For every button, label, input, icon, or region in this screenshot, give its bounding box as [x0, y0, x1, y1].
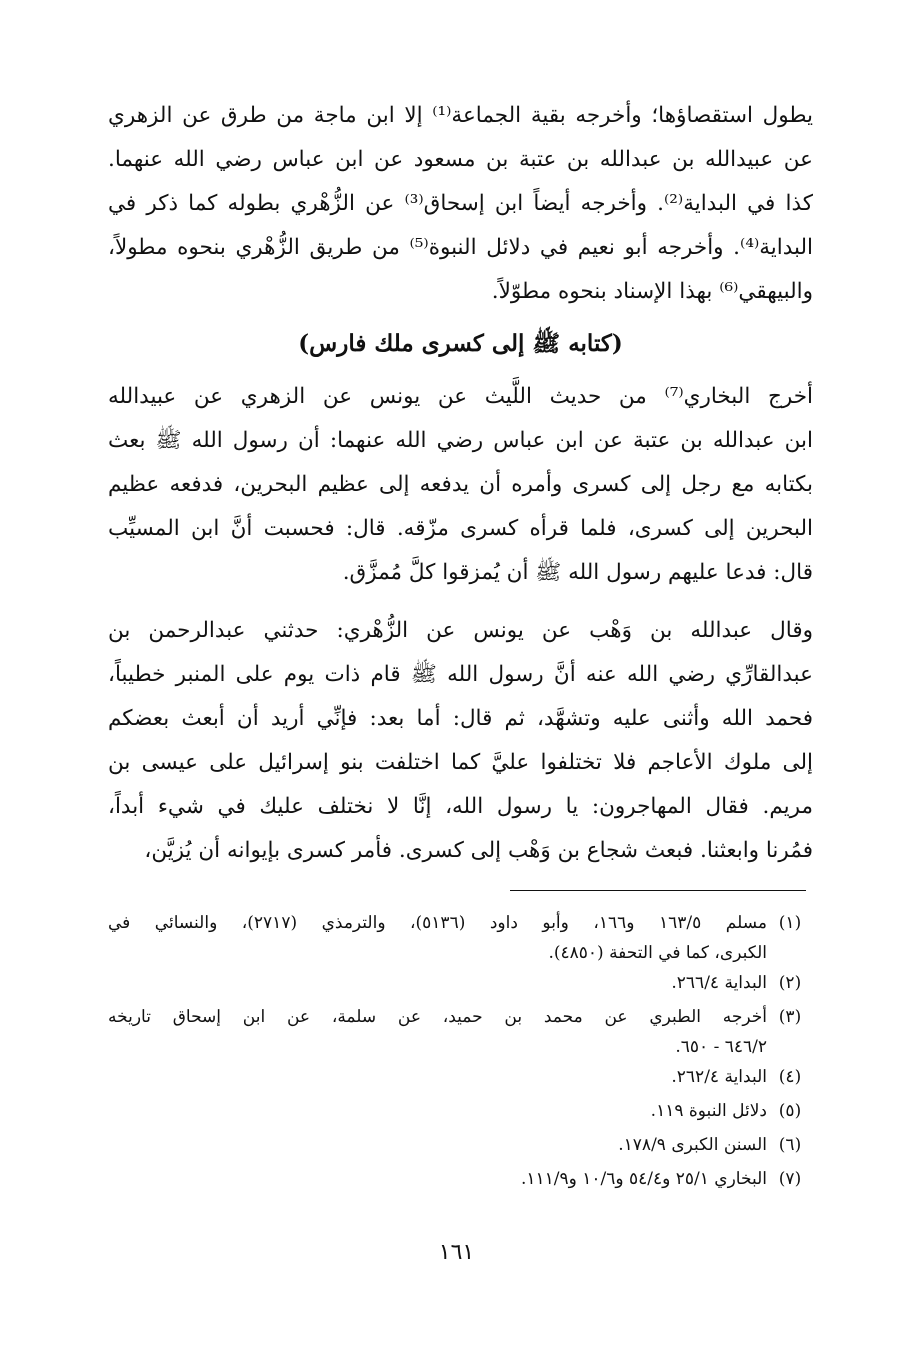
footnote-text — [108, 906, 767, 966]
footnote-line: أخرجه الطبري عن محمد بن حميد، عن سلمة، عن ابن إسحاق تاريخه — [108, 1007, 767, 1027]
footnote-line: السنن الكبرى ١٧٨/٩. — [618, 1135, 767, 1155]
footnote-number: (٢) — [778, 973, 802, 993]
footnote-number: (٣) — [778, 1007, 802, 1027]
footnote-line: دلائل النبوة ١١٩. — [650, 1101, 767, 1121]
footnotes — [108, 906, 813, 1196]
footnote-text — [108, 1094, 767, 1124]
intro-line: يطول استقصاؤها؛ وأخرجه بقية الجماعة⁽¹⁾ إلا ابن ماجة من طرق عن الزهري — [108, 103, 813, 128]
footnote-item — [108, 966, 813, 1000]
intro-line: عن عبيدالله بن عبدالله بن عتبة بن مسعود عن ابن عباس رضي الله عنهما. — [108, 147, 813, 172]
footnote-line: البداية ٢٦٢/٤. — [671, 1067, 767, 1087]
footnote-number: (١) — [778, 913, 802, 933]
paragraph2-line: وقال عبدالله بن وَهْب عن يونس عن الزُّهْري: حدثني عبدالرحمن بن — [108, 618, 813, 643]
paragraph2-line: فمُرنا وابعثنا. فبعث شجاع بن وَهْب إلى كسرى. فأمر كسرى بإيوانه أن يُزيَّن، — [144, 838, 813, 863]
footnote-item — [108, 1128, 813, 1162]
intro-line: والبيهقي⁽⁶⁾ بهذا الإسناد بنحوه مطوّلاً. — [491, 279, 813, 304]
paragraph2-line: فحمد الله وأثنى عليه وتشهَّد، ثم قال: أما بعد: فإنِّي أريد أن أبعث بعضكم — [108, 706, 813, 731]
paragraph1-line: ابن عبدالله بن عتبة عن ابن عباس رضي الله عنهما: أن رسول الله ﷺ بعث — [108, 428, 813, 453]
footnote-text — [108, 966, 767, 996]
footnote-line: ٦٤٦/٢ - ٦٥٠. — [675, 1037, 767, 1057]
intro-line: كذا في البداية⁽²⁾. وأخرجه أيضاً ابن إسحاق⁽³⁾ عن الزُّهْري بطوله كما ذكر في — [108, 191, 813, 216]
paragraph2-line: مريم. فقال المهاجرون: يا رسول الله، إنَّا لا نختلف عليك في شيء أبداً، — [108, 794, 813, 819]
footnote-text — [108, 1000, 767, 1060]
footnote-item — [108, 1162, 813, 1196]
footnote-line: البخاري ٢٥/١ و٥٤/٤ و١٠/٦ و١١١/٩. — [520, 1169, 767, 1189]
footnote-number: (٥) — [778, 1101, 802, 1121]
paragraph2-line: عبدالقارِّي رضي الله عنه أنَّ رسول الله ﷺ قام ذات يوم على المنبر خطيباً، — [108, 662, 813, 687]
intro-line: البداية⁽⁴⁾. وأخرجه أبو نعيم في دلائل النبوة⁽⁵⁾ من طريق الزُّهْري بنحوه مطولاً، — [108, 235, 813, 260]
paragraph-ibn-wahb-narration — [108, 609, 813, 873]
footnote-line: مسلم ١٦٣/٥ و١٦٦، وأبو داود (٥١٣٦)، والترمذي (٢٧١٧)، والنسائي في — [108, 913, 767, 933]
paragraph2-line: إلى ملوك الأعاجم فلا تختلفوا عليَّ كما اختلفت بنو إسرائيل على عيسى بن — [108, 750, 813, 775]
footnote-separator — [510, 890, 806, 891]
footnote-number: (٧) — [778, 1169, 802, 1189]
intro-paragraph — [108, 94, 813, 314]
footnote-number: (٦) — [778, 1135, 802, 1155]
footnote-item — [108, 1060, 813, 1094]
paragraph1-line: قال: فدعا عليهم رسول الله ﷺ أن يُمزقوا كلَّ مُمزَّق. — [342, 560, 813, 585]
section-title: (كتابه ﷺ إلى كسرى ملك فارس) — [298, 330, 623, 357]
footnote-item — [108, 906, 813, 966]
footnote-number: (٤) — [778, 1067, 802, 1087]
footnote-text — [108, 1162, 767, 1192]
paragraph-letter-to-kisra — [108, 375, 813, 595]
footnote-text — [108, 1128, 767, 1158]
paragraph1-line: البحرين إلى كسرى، فلما قرأه كسرى مزّقه. قال: فحسبت أنَّ ابن المسيِّب — [108, 516, 813, 541]
footnote-line: الكبرى، كما في التحفة (٤٨٥٠). — [548, 943, 767, 963]
footnote-text — [108, 1060, 767, 1090]
paragraph1-line: أخرج البخاري⁽⁷⁾ من حديث اللَّيث عن يونس عن الزهري عن عبيدالله — [108, 384, 813, 409]
footnote-line: البداية ٢٦٦/٤. — [671, 973, 767, 993]
footnote-item — [108, 1000, 813, 1060]
paragraph1-line: بكتابه مع رجل إلى كسرى وأمره أن يدفعه إلى عظيم البحرين، فدفعه عظيم — [108, 472, 813, 497]
footnote-item — [108, 1094, 813, 1128]
page-number: ١٦١ — [438, 1240, 475, 1265]
